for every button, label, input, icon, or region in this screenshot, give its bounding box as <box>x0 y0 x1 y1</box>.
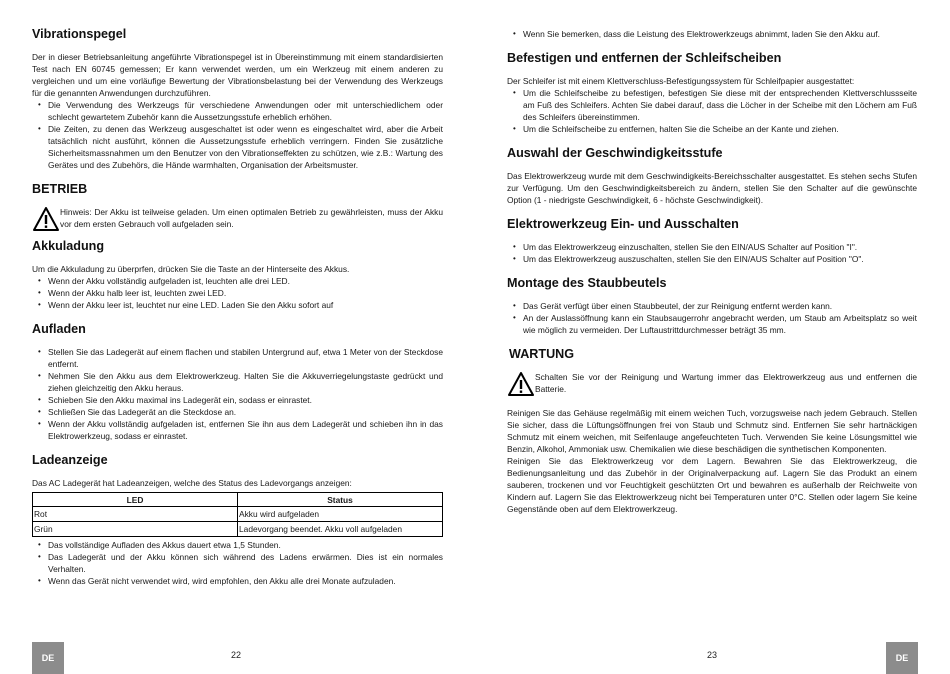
table-header-status: Status <box>238 493 443 507</box>
vibration-intro: Der in dieser Betriebsanleitung angeführte Vibrationspegel ist in Übereinstimmung mit einem standardisierten Test nach EN 60745 gemessen; Er kann verwendet werden, um ein Werkzeug mit einem anderen zu vergleichen und um eine vorläufige Bewertung der Vibrationsbelastung bei der Verwendung des Werkzeugs für die genannten Anwendungen durchzuführen. <box>32 52 443 98</box>
warning-triangle-icon <box>507 371 535 397</box>
section-title-schleifscheiben: Befestigen und entfernen der Schleifscheiben <box>507 51 782 65</box>
section-continuation <box>507 28 917 40</box>
section-title-akkuladung: Akkuladung <box>32 239 105 253</box>
list-item: • Schieben Sie den Akku maximal ins Ladegerät ein, sodass er einrastet. <box>32 394 443 406</box>
continuation-list <box>507 28 917 40</box>
list-item: • Das vollständige Aufladen des Akkus dauert etwa 1,5 Stunden. <box>32 539 443 551</box>
staubbeutel-list <box>507 300 917 336</box>
wartung-paragraph: Reinigen Sie das Gehäuse regelmäßig mit einem weichen Tuch, vorzugsweise nach jedem Gebrauch. Stellen Sie sicher, dass die Lüftungsöffnungen frei von Staub und Schmutz sind. Entfernen Sie sehr hartnäckigen Schmutz mit einem weichen, mit Seifenlauge angefeuchteten Tuch. Verwenden Sie keine Lösungsmittel wie Benzin, Alkohol, Ammoniak usw. Chemikalien wie diese beschädigen die synthetischen Komponenten. <box>507 408 917 454</box>
list-item: • Nehmen Sie den Akku aus dem Elektrowerkzeug. Halten Sie die Akkuverriegelungstaste gedrückt und ziehen gleichzeitig den Akku heraus. <box>32 370 443 394</box>
list-item: • Wenn Sie bemerken, dass die Leistung des Elektrowerkzeugs abnimmt, laden Sie den Akku auf. <box>507 28 917 40</box>
section-title-betrieb: BETRIEB <box>32 182 88 196</box>
page-right-content <box>507 26 917 525</box>
betrieb-warning-text: Hinweis: Der Akku ist teilweise geladen. Um einen optimalen Betrieb zu gewährleisten, muss der Akku vor dem ersten Gebrauch voll aufgeladen sein. <box>60 207 443 229</box>
language-badge: DE <box>32 642 64 674</box>
section-staubbeutel <box>507 275 917 336</box>
section-vibration <box>32 26 443 171</box>
wartung-paragraph: Reinigen Sie das Elektrowerkzeug vor dem Lagern. Bewahren Sie das Elektrowerkzeug, die Bedienungsanleitung und das Zubehör in der Originalverpackung auf. Lagern Sie das Produkt an einem sauberen, trockenen und vor Feuchtigkeit geschützten Ort und bewahren es außerhalb der Reichweite von Kindern auf. Lagern Sie das Elektrowerkzeug nicht bei Temperaturen unter 0°C. Stellen oder lagern Sie keine Gegenstände oben auf dem Elektrowerkzeug. <box>507 456 917 514</box>
table-cell: Akku wird aufgeladen <box>238 507 443 522</box>
list-item: • Wenn der Akku leer ist, leuchtet nur eine LED. Laden Sie den Akku sofort auf <box>32 299 443 311</box>
table-header-led: LED <box>33 493 238 507</box>
section-title-einaus: Elektrowerkzeug Ein- und Ausschalten <box>507 217 739 231</box>
page-left-content <box>32 26 443 597</box>
list-item: • Wenn der Akku vollständig aufgeladen ist, leuchten alle drei LED. <box>32 275 443 287</box>
section-aufladen <box>32 321 443 442</box>
section-akkuladung <box>32 238 443 311</box>
table-cell: Ladevorgang beendet. Akku voll aufgeladen <box>238 522 443 537</box>
list-item: • Um die Schleifscheibe zu entfernen, halten Sie die Scheibe an der Kante und ziehen. <box>507 123 917 135</box>
wartung-warning <box>507 371 917 397</box>
page-number: 23 <box>707 650 718 660</box>
geschwindigkeit-text: Das Elektrowerkzeug wurde mit dem Geschwindigkeits-Bereichsschalter ausgestattet. Es stehen sechs Stufen zur Verfügung. Um den Geschwindigkeitsbereich zu ändern, stellen Sie den Schalter auf die gewünschte Option (1 - niedrigste Geschwindigkeit, 6 - höchste Geschwindigkeit). <box>507 171 917 205</box>
table-row <box>33 522 443 537</box>
section-title-aufladen: Aufladen <box>32 322 86 336</box>
page-right <box>475 0 950 674</box>
page-number: 22 <box>231 650 242 660</box>
vibration-list <box>32 99 443 171</box>
akkuladung-intro: Um die Akkuladung zu überprfen, drücken Sie die Taste an der Hinterseite des Akkus. <box>32 264 350 274</box>
table-cell: Grün <box>33 522 238 537</box>
list-item: • Die Zeiten, zu denen das Werkzeug ausgeschaltet ist oder wenn es eingeschaltet wird, aber die Arbeit tatsächlich nicht ausführt, können die Aussetzungsstufe erheblich verringern. Finden Sie zusätzliche Sicherheitsmassnahmen um den Benutzer von den Vibrationseffekten zu schützen, wie z.B.: Wartung des Gerätes und des Zubehörs, die Hände warmhalten, Organisation der Arbeitsmuster. <box>32 123 443 171</box>
einaus-list <box>507 241 917 265</box>
list-item: • Um das Elektrowerkzeug auszuschalten, stellen Sie den EIN/AUS Schalter auf Position "O". <box>507 253 917 265</box>
ladeanzeige-list <box>32 539 443 587</box>
section-title-ladeanzeige: Ladeanzeige <box>32 453 108 467</box>
list-item: • Das Ladegerät und der Akku können sich während des Ladens erwärmen. Dies ist ein normales Verhalten. <box>32 551 443 575</box>
section-ladeanzeige <box>32 452 443 587</box>
section-betrieb <box>32 181 443 232</box>
led-status-table <box>32 492 443 537</box>
section-title-staubbeutel: Montage des Staubbeutels <box>507 276 667 290</box>
section-geschwindigkeit <box>507 145 917 206</box>
list-item: • Wenn der Akku vollständig aufgeladen ist, entfernen Sie ihn aus dem Ladegerät und schieben ihn in das Elektrowerkzeug, sodass er einrastet. <box>32 418 443 442</box>
list-item: • Das Gerät verfügt über einen Staubbeutel, der zur Reinigung entfernt werden kann. <box>507 300 917 312</box>
akkuladung-list <box>32 275 443 311</box>
language-badge: DE <box>886 642 918 674</box>
section-title-vibration: Vibrationspegel <box>32 27 127 41</box>
ladeanzeige-intro: Das AC Ladegerät hat Ladeanzeigen, welche des Status des Ladevorgangs anzeigen: <box>32 478 352 488</box>
list-item: • Schließen Sie das Ladegerät an die Steckdose an. <box>32 406 443 418</box>
list-item: • Um das Elektrowerkzeug einzuschalten, stellen Sie den EIN/AUS Schalter auf Position "I". <box>507 241 917 253</box>
section-title-geschwindigkeit: Auswahl der Geschwindigkeitsstufe <box>507 146 723 160</box>
wartung-warning-text: Schalten Sie vor der Reinigung und Wartung immer das Elektrowerkzeug aus und entfernen die Batterie. <box>535 372 917 394</box>
aufladen-list <box>32 346 443 442</box>
table-row <box>33 507 443 522</box>
schleifscheiben-intro: Der Schleifer ist mit einem Klettverschluss-Befestigungssystem für Schleifpapier ausgestattet: <box>507 76 855 86</box>
list-item: • Die Verwendung des Werkzeugs für verschiedene Anwendungen oder mit unterschiedlichem oder schlecht gewartetem Zubehör kann die Aussetzungsstufe erheblich erhöhen. <box>32 99 443 123</box>
list-item: • An der Auslassöffnung kann ein Staubsaugerrohr angebracht werden, um Staub am Arbeitsplatz so weit wie möglich zu vermeiden. Der Luftaustrittdurchmesser beträgt 35 mm. <box>507 312 917 336</box>
table-cell: Rot <box>33 507 238 522</box>
section-schleifscheiben <box>507 50 917 135</box>
betrieb-warning <box>32 206 443 232</box>
schleifscheiben-list <box>507 87 917 135</box>
section-wartung <box>507 346 917 515</box>
list-item: • Wenn der Akku halb leer ist, leuchten zwei LED. <box>32 287 443 299</box>
list-item: • Stellen Sie das Ladegerät auf einem flachen und stabilen Untergrund auf, etwa 1 Meter von der Steckdose entfernt. <box>32 346 443 370</box>
section-einaus <box>507 216 917 265</box>
table-header-row <box>33 493 443 507</box>
warning-triangle-icon <box>32 206 60 232</box>
list-item: • Wenn das Gerät nicht verwendet wird, wird empfohlen, den Akku alle drei Monate aufzuladen. <box>32 575 443 587</box>
section-title-wartung: WARTUNG <box>509 347 575 361</box>
list-item: • Um die Schleifscheibe zu befestigen, befestigen Sie diese mit der entsprechenden Klettverschlussseite am Fuß des Schleifers. Achten Sie dabei darauf, dass die Löcher in der Scheibe mit den Löchern am Fuß des Schleifers übereinstimmen. <box>507 87 917 123</box>
